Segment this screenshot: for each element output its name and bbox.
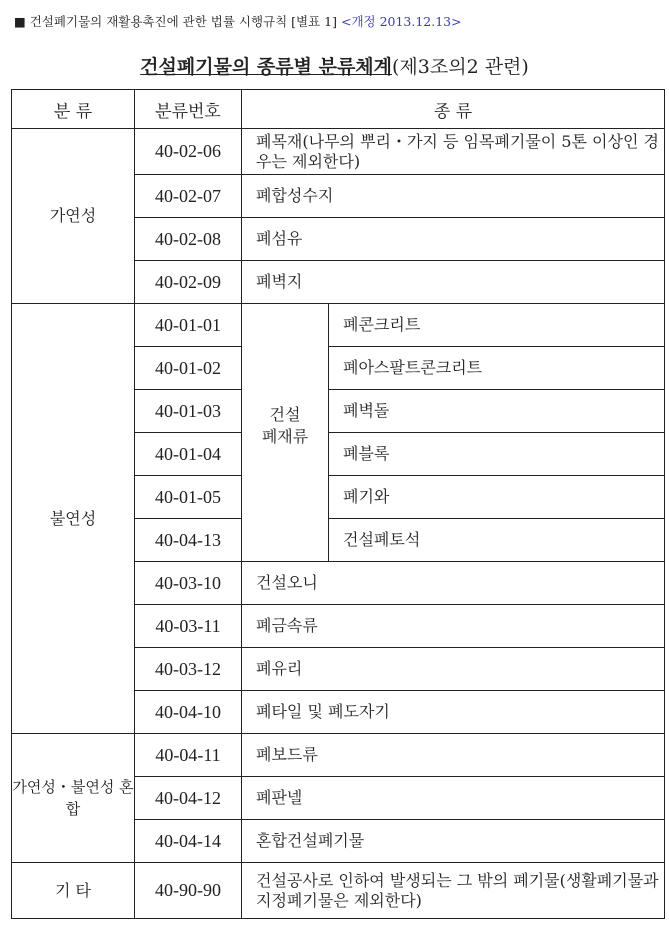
subgroup-construction-debris: 건설 폐재류 [242,304,329,562]
table-row [12,734,665,777]
code-cell: 40-01-03 [135,390,242,433]
document-header [14,12,462,30]
code-cell: 40-04-12 [135,777,242,820]
kind-cell: 폐타일 및 폐도자기 [242,691,665,734]
kind-cell: 폐판넬 [242,777,665,820]
code-cell: 40-01-05 [135,476,242,519]
header-text: ■ 건설폐기물의 재활용촉진에 관한 법률 시행규칙 [별표 1] [14,14,337,29]
code-cell: 40-90-90 [135,863,242,919]
code-cell: 40-03-10 [135,562,242,605]
code-cell: 40-01-02 [135,347,242,390]
kind-cell: 폐합성수지 [242,175,665,218]
kind-cell: 폐기와 [329,476,665,519]
group-combustible: 가연성 [12,129,135,304]
kind-cell: 폐목재(나무의 뿌리・가지 등 임목폐기물이 5톤 이상인 경우는 제외한다) [242,129,665,175]
page-title [0,52,669,79]
header-kind: 종 류 [242,90,665,129]
kind-cell: 폐벽지 [242,261,665,304]
kind-cell: 폐블록 [329,433,665,476]
amendment-date: <개정 2013.12.13> [340,14,462,29]
header-category: 분 류 [12,90,135,129]
kind-cell: 건설공사로 인하여 발생되는 그 밖의 폐기물(생활폐기물과 지정폐기물은 제외한다) [242,863,665,919]
kind-cell: 건설폐토석 [329,519,665,562]
code-cell: 40-02-07 [135,175,242,218]
kind-cell: 폐보드류 [242,734,665,777]
kind-cell: 폐벽돌 [329,390,665,433]
header-code: 분류번호 [135,90,242,129]
group-other: 기 타 [12,863,135,919]
code-cell: 40-04-14 [135,820,242,863]
kind-cell: 폐금속류 [242,605,665,648]
code-cell: 40-03-12 [135,648,242,691]
table-header-row [12,90,665,129]
group-mixed: 가연성・불연성 혼합 [12,734,135,863]
classification-table [11,89,665,919]
title-main: 건설폐기물의 종류별 분류체계 [140,56,393,78]
kind-cell: 건설오니 [242,562,665,605]
kind-cell: 혼합건설폐기물 [242,820,665,863]
kind-cell: 폐유리 [242,648,665,691]
table-row [12,863,665,919]
code-cell: 40-01-01 [135,304,242,347]
table-row [12,304,665,347]
kind-cell: 폐아스팔트콘크리트 [329,347,665,390]
code-cell: 40-02-06 [135,129,242,175]
code-cell: 40-01-04 [135,433,242,476]
code-cell: 40-02-09 [135,261,242,304]
kind-cell: 폐콘크리트 [329,304,665,347]
kind-cell: 폐섬유 [242,218,665,261]
code-cell: 40-04-10 [135,691,242,734]
code-cell: 40-04-11 [135,734,242,777]
code-cell: 40-03-11 [135,605,242,648]
title-suffix: (제3조의2 관련) [392,56,529,78]
code-cell: 40-04-13 [135,519,242,562]
group-noncombustible: 불연성 [12,304,135,734]
table-row [12,129,665,175]
code-cell: 40-02-08 [135,218,242,261]
